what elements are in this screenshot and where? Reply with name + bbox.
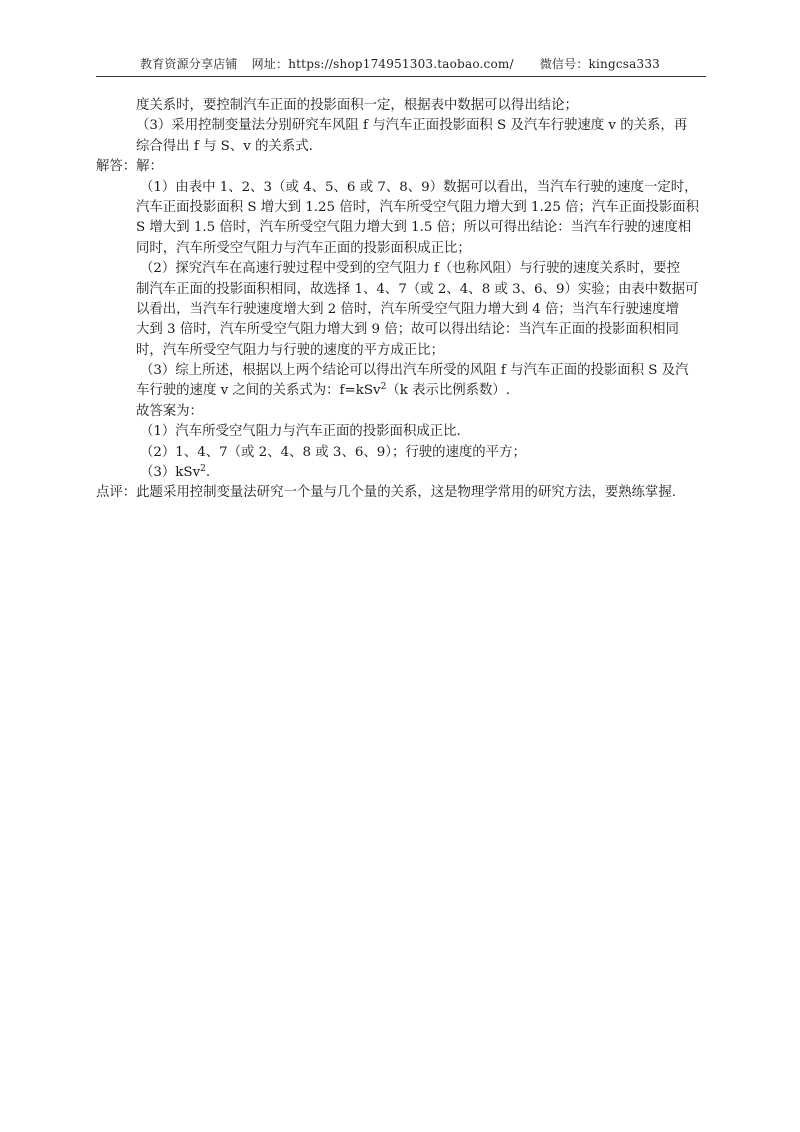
final-answer-1: （1）汽车所受空气阻力与汽车正面的投影面积成正比. <box>140 424 461 440</box>
answer-line: 以看出，当汽车行驶速度增大到 2 倍时，汽车所受空气阻力增大到 4 倍；当汽车行驶速度增 <box>136 301 679 317</box>
header-wechat: kingcsa333 <box>588 57 660 71</box>
formula-note: （k 表示比例系数）. <box>386 383 511 399</box>
final-answer-3-exponent: 2 <box>200 464 206 475</box>
formula-exponent: 2 <box>380 382 387 393</box>
question-line: （3）采用控制变量法分别研究车风阻 f 与汽车正面投影面积 S 及汽车行驶速度 v 的关系，再 <box>136 118 688 134</box>
answer-line: S 增大到 1.5 倍时，汽车所受空气阻力增大到 1.5 倍；所以可得出结论：当汽车行驶的速度相 <box>136 220 692 236</box>
header-shop-name: 教育资源分享店铺 <box>140 57 238 71</box>
comment-text: 此题采用控制变量法研究一个量与几个量的关系，这是物理学常用的研究方法，要熟练掌握. <box>136 485 677 501</box>
formula-line <box>96 381 708 401</box>
question-line: 综合得出 f 与 S、v 的关系式. <box>136 138 313 154</box>
answer-intro: 解： <box>136 159 163 175</box>
header-wechat-label: 微信号： <box>539 57 589 71</box>
comment-line <box>96 483 708 503</box>
answer-heading <box>96 157 708 177</box>
formula-text: 车行驶的速度 v 之间的关系式为：f=kSv <box>136 383 381 399</box>
final-answer-3-end: . <box>205 465 211 481</box>
answer-line: 时，汽车所受空气阻力与行驶的速度的平方成正比； <box>136 342 444 358</box>
conclusion-label: 故答案为： <box>136 403 203 419</box>
answer-line: 大到 3 倍时，汽车所受空气阻力增大到 9 倍；故可以得出结论：当汽车正面的投影面积相同 <box>136 322 679 338</box>
document-body <box>96 96 708 504</box>
final-answer-2: （2）1、4、7（或 2、4、8 或 3、6、9）；行驶的速度的平方； <box>140 444 526 460</box>
answer-line: （3）综上所述，根据以上两个结论可以得出汽车所受的风阻 f 与汽车正面的投影面积 S 及汽 <box>140 363 689 379</box>
answer-line: （2）探究汽车在高速行驶过程中受到的空气阻力 f（也称风阻）与行驶的速度关系时，要控 <box>140 261 680 277</box>
final-answer-3 <box>96 463 708 483</box>
question-line: 度关系时，要控制汽车正面的投影面积一定，根据表中数据可以得出结论； <box>136 98 578 113</box>
page-header <box>0 56 800 72</box>
answer-line: 同时，汽车所受空气阻力与汽车正面的投影面积成正比； <box>136 240 471 256</box>
comment-label: 点评： <box>96 485 137 501</box>
answer-line: 制汽车正面的投影面积相同，故选择 1、4、7（或 2、4、8 或 3、6、9）实验；由表中数据可 <box>136 281 699 297</box>
answer-line: 汽车正面投影面积 S 增大到 1.25 倍时，汽车所受空气阻力增大到 1.25 倍；汽车正面投影面积 <box>136 199 700 215</box>
final-answer-3-text: （3）kSv <box>140 465 201 481</box>
answer-line: （1）由表中 1、2、3（或 4、5、6 或 7、8、9）数据可以看出，当汽车行驶的速度一定时， <box>140 179 698 195</box>
header-url-label: 网址： <box>251 57 289 71</box>
header-url: https://shop174951303.taobao.com/ <box>288 57 514 71</box>
answer-label: 解答： <box>96 159 137 175</box>
header-divider <box>96 76 706 77</box>
